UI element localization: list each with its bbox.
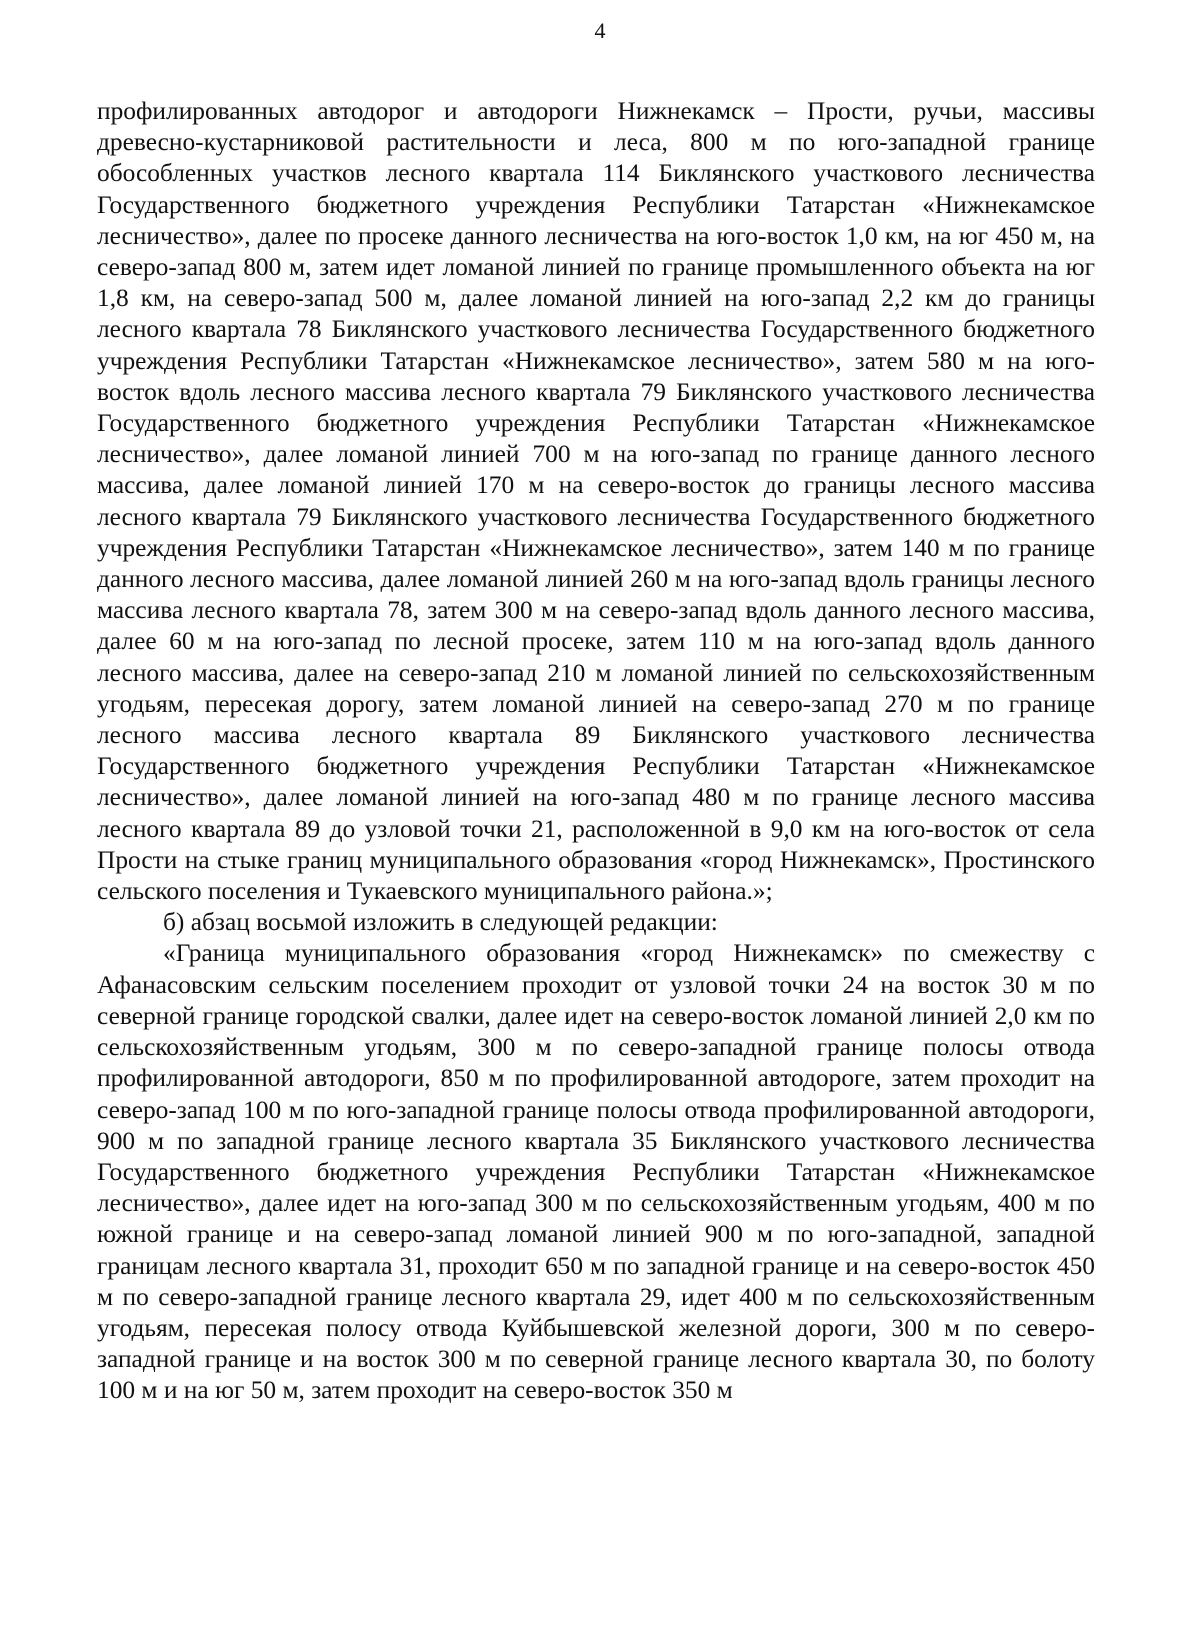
page-number: 4 [594, 18, 606, 43]
document-body [97, 96, 1095, 1407]
paragraph-continuation: профилированных автодорог и автодороги Нижнекамск – Прости, ручьи, массивы древесно-кустарниковой растительности и леса, 800 м по юго-западной границе обособленных участков лесного квартала 114 Биклянского участкового лесничества Государственного бюджетного учреждения Республики Татарстан «Нижнекамское лесничество», далее по просеке данного лесничества на юго-восток 1,0 км, на юг 450 м, на северо-запад 800 м, затем идет ломаной линией по границе промышленного объекта на юг 1,8 км, на северо-запад 500 м, далее ломаной линией на юго-запад 2,2 км до границы лесного квартала 78 Биклянского участкового лесничества Государственного бюджетного учреждения Республики Татарстан «Нижнекамское лесничество», затем 580 м на юго-восток вдоль лесного массива лесного квартала 79 Биклянского участкового лесничества Государственного бюджетного учреждения Республики Татарстан «Нижнекамское лесничество», далее ломаной линией 700 м на юго-запад по границе данного лесного массива, далее ломаной линией 170 м на северо-восток до границы лесного массива лесного квартала 79 Биклянского участкового лесничества Государственного бюджетного учреждения Республики Татарстан «Нижнекамское лесничество», затем 140 м по границе данного лесного массива, далее ломаной линией 260 м на юго-запад вдоль границы лесного массива лесного квартала 78, затем 300 м на северо-запад вдоль данного лесного массива, далее 60 м на юго-запад по лесной просеке, затем 110 м на юго-запад вдоль данного лесного массива, далее на северо-запад 210 м ломаной линией по сельскохозяйственным угодьям, пересекая дорогу, затем ломаной линией на северо-запад 270 м по границе лесного массива лесного квартала 89 Биклянского участкового лесничества Государственного бюджетного учреждения Республики Татарстан «Нижнекамское лесничество», далее ломаной линией на юго-запад 480 м по границе лесного массива лесного квартала 89 до узловой точки 21, расположенной в 9,0 км на юго-восток от села Прости на стыке границ муниципального образования «город Нижнекамск», Простинского сельского поселения и Тукаевского муниципального района.»; [97, 97, 1095, 906]
paragraph-boundary-description: «Граница муниципального образования «город Нижнекамск» по смежеству с Афанасовским сельским поселением проходит от узловой точки 24 на восток 30 м по северной границе городской свалки, далее идет на северо-восток ломаной линией 2,0 км по сельскохозяйственным угодьям, 300 м по северо-западной границе полосы отвода профилированной автодороги, 850 м по профилированной автодороге, затем проходит на северо-запад 100 м по юго-западной границе полосы отвода профилированной автодороги, 900 м по западной границе лесного квартала 35 Биклянского участкового лесничества Государственного бюджетного учреждения Республики Татарстан «Нижнекамское лесничество», далее идет на юго-запад 300 м по сельскохозяйственным угодьям, 400 м по южной границе и на северо-запад ломаной линией 900 м по юго-западной, западной границам лесного квартала 31, проходит 650 м по западной границе и на северо-восток 450 м по северо-западной границе лесного квартала 29, идет 400 м по сельскохозяйственным угодьям, пересекая полосу отвода Куйбышевской железной дороги, 300 м по северо-западной границе и на восток 300 м по северной границе лесного квартала 30, по болоту 100 м и на юг 50 м, затем проходит на северо-восток 350 м [97, 939, 1095, 1405]
paragraph-amendment-b: б) абзац восьмой изложить в следующей редакции: [163, 908, 718, 937]
